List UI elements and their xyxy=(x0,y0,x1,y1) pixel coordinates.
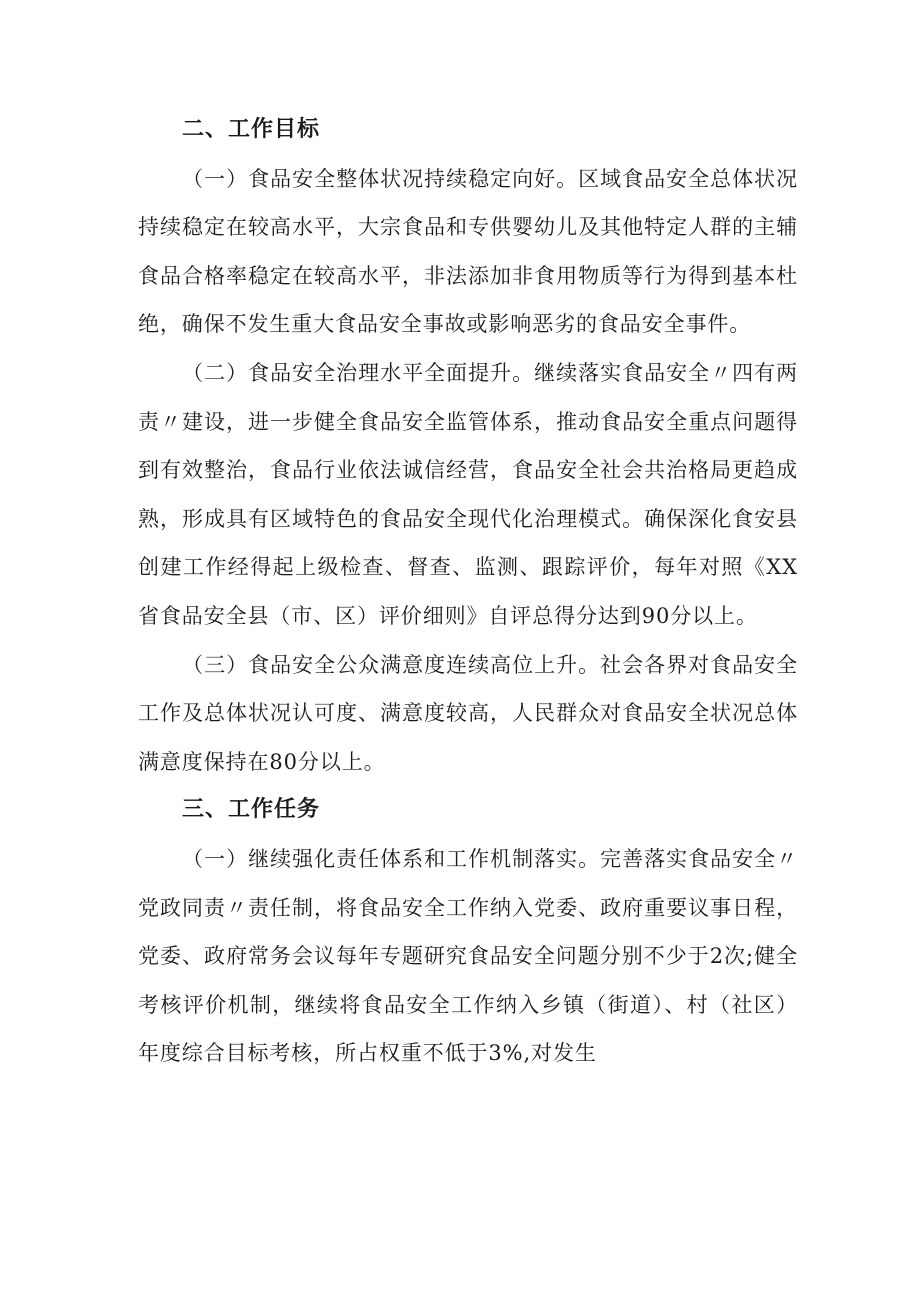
document-body xyxy=(138,106,798,1078)
section-heading-tasks: 三、工作任务 xyxy=(182,797,321,823)
paragraph-goal-2: （二）食品安全治理水平全面提升。继续落实食品安全〃四有两责〃建设，进一步健全食品安全监管体系，推动食品安全重点问题得到有效整治，食品行业依法诚信经营，食品安全社会共治格局更趋成熟，形成具有区域特色的食品安全现代化治理模式。确保深化食安县创建工作经得起上级检查、督查、监测、跟踪评价，每年对照《XX省食品安全县（市、区）评价细则》自评总得分达到90分以上。 xyxy=(138,360,798,628)
section-heading-goals: 二、工作目标 xyxy=(182,117,321,142)
paragraph-goal-1: （一）食品安全整体状况持续稳定向好。区域食品安全总体状况持续稳定在较高水平，大宗食品和专供婴幼儿及其他特定人群的主辅食品合格率稳定在较高水平，非法添加非食用物质等行为得到基本杜绝，确保不发生重大食品安全事故或影响恶劣的食品安全事件。 xyxy=(138,166,798,337)
paragraph-goal-3: （三）食品安全公众满意度连续高位上升。社会各界对食品安全工作及总体状况认可度、满意度较高，人民群众对食品安全状况总体满意度保持在80分以上。 xyxy=(138,652,798,774)
paragraph-task-1: （一）继续强化责任体系和工作机制落实。完善落实食品安全〃党政同责〃责任制，将食品安全工作纳入党委、政府重要议事日程，党委、政府常务会议每年专题研究食品安全问题分别不少于2次;健全考核评价机制，继续将食品安全工作纳入乡镇（街道）、村（社区）年度综合目标考核，所占权重不低于3%,对发生 xyxy=(138,846,798,1066)
